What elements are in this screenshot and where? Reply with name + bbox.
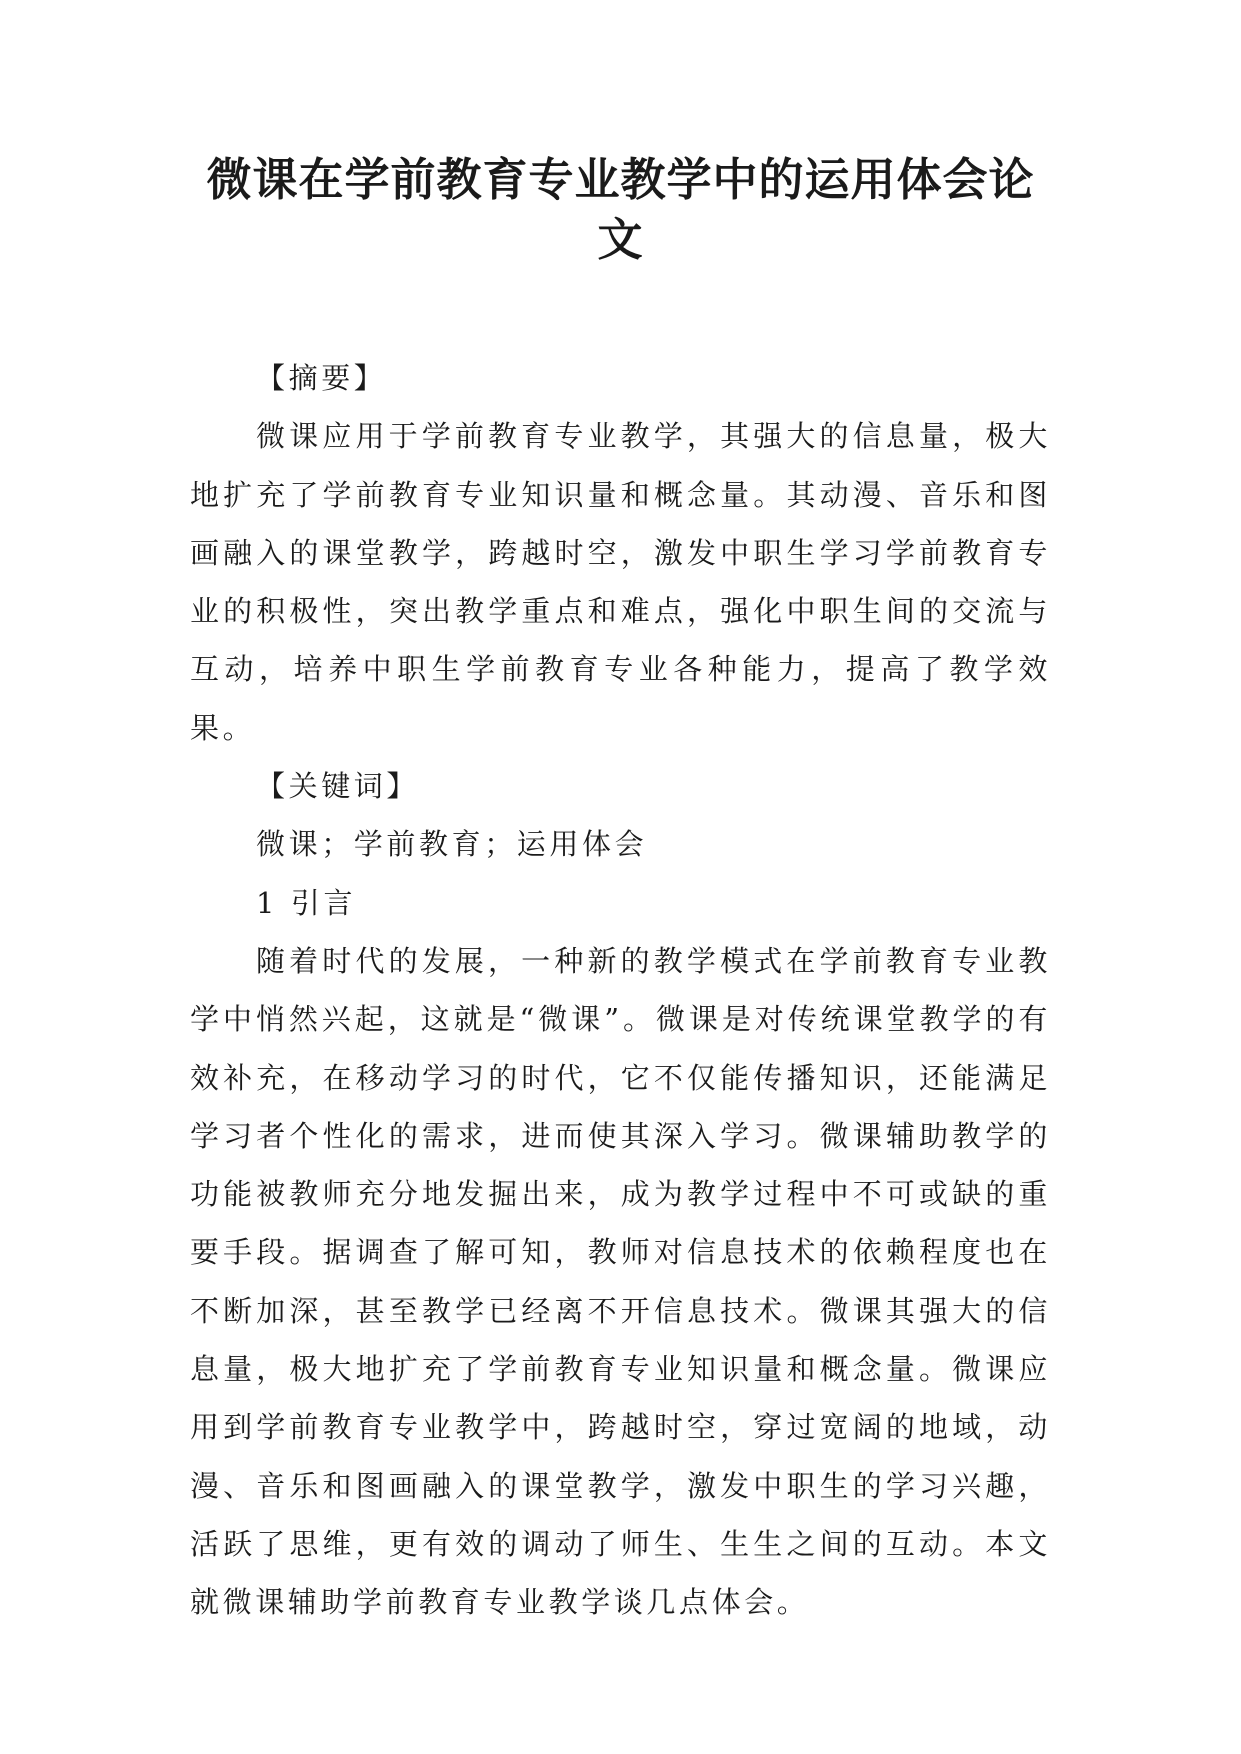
document-title: 微课在学前教育专业教学中的运用体会论文 bbox=[206, 153, 1035, 266]
introduction-paragraph: 随着时代的发展，一种新的教学模式在学前教育专业教学中悄然兴起，这就是“微课”。微课是对传统课堂教学的有效补充，在移动学习的时代，它不仅能传播知识，还能满足学习者个性化的需求，进而使其深入学习。微课辅助教学的功能被教师充分地发掘出来，成为教学过程中不可或缺的重要手段。据调查了解可知，教师对信息技术的依赖程度也在不断加深，甚至教学已经离不开信息技术。微课其强大的信息量，极大地扩充了学前教育专业知识量和概念量。微课应用到学前教育专业教学中，跨越时空，穿过宽阔的地域，动漫、音乐和图画融入的课堂教学，激发中职生的学习兴趣，活跃了思维，更有效的调动了师生、生生之间的互动。本文就微课辅助学前教育专业教学谈几点体会。 bbox=[190, 943, 1051, 1620]
document-body bbox=[190, 349, 1051, 1632]
section-heading-introduction: 1 引言 bbox=[256, 885, 357, 920]
keywords-text: 微课；学前教育；运用体会 bbox=[256, 827, 648, 862]
abstract-label: 【摘要】 bbox=[256, 361, 387, 395]
abstract-paragraph: 微课应用于学前教育专业教学，其强大的信息量，极大地扩充了学前教育专业知识量和概念量。其动漫、音乐和图画融入的课堂教学，跨越时空，激发中职生学习学前教育专业的积极性，突出教学重点和难点，强化中职生间的交流与互动，培养中职生学前教育专业各种能力，提高了教学效果。 bbox=[190, 419, 1051, 745]
keywords-label: 【关键词】 bbox=[256, 769, 420, 804]
